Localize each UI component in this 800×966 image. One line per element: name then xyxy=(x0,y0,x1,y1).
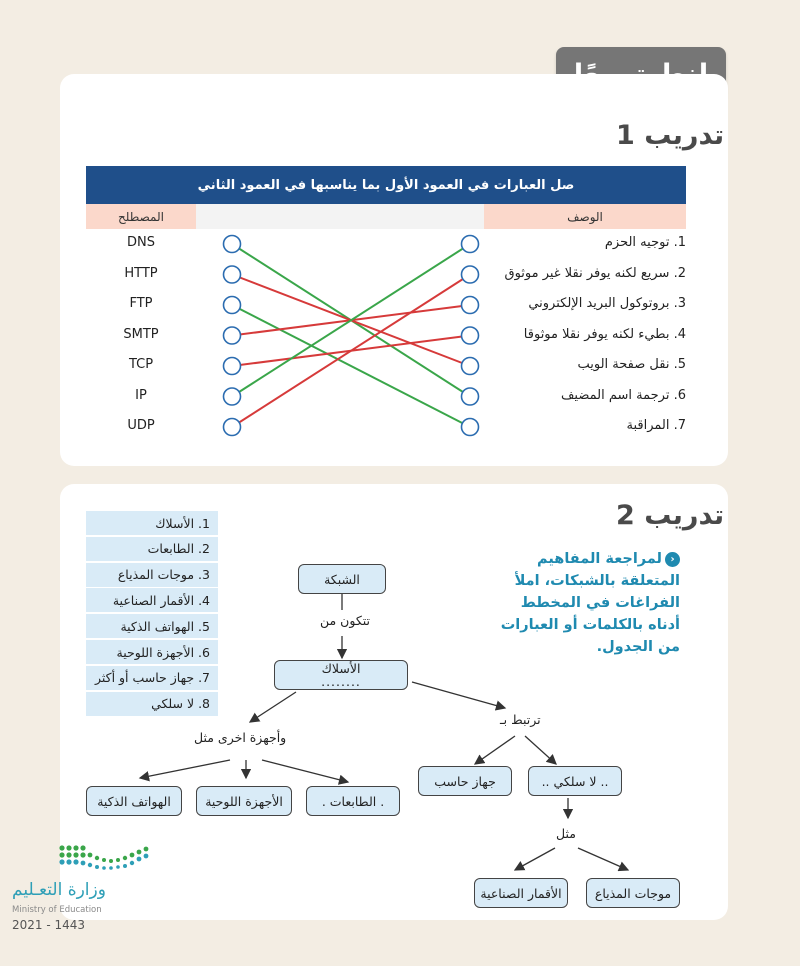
label-example: مثل xyxy=(556,826,576,841)
node-radio-waves: موجات المذياع xyxy=(586,878,680,908)
ministry-logo-icon xyxy=(56,842,156,876)
arrow-to-other-devices xyxy=(250,692,296,722)
description-7: 7. المراقبة xyxy=(626,418,686,433)
description-column-header: الوصف xyxy=(484,204,686,229)
wires-blank: ........ xyxy=(321,674,361,689)
term-http: HTTP xyxy=(124,265,158,281)
arrow-to-computer xyxy=(475,736,515,764)
arrow-to-connected-by xyxy=(412,682,505,708)
node-smartphones: الهواتف الذكية xyxy=(86,786,182,816)
term-udp: UDP xyxy=(127,418,155,433)
node-network: الشبكة xyxy=(298,564,386,594)
description-6: 6. ترجمة اسم المضيف xyxy=(560,387,686,403)
arrow-to-printers xyxy=(262,760,348,782)
node-computer: جهاز حاسب xyxy=(418,766,512,796)
arrow-to-satellites xyxy=(515,848,555,870)
term-smtp: SMTP xyxy=(123,326,159,342)
label-connected-by: ترتبط بـ xyxy=(500,712,541,727)
ministry-name-arabic: وزارة التعـليم xyxy=(12,880,106,900)
chevron-left-icon: ‹ xyxy=(665,552,680,567)
node-wireless: .. لا سلكي .. xyxy=(528,766,622,796)
description-1: 1. توجيه الحزم xyxy=(604,235,686,250)
node-tablets: الأجهزة اللوحية xyxy=(196,786,292,816)
exercise-1-banner: صل العبارات في العمود الأول بما يناسبها في العمود الثاني xyxy=(86,166,686,204)
arrow-to-smartphones xyxy=(140,760,230,778)
label-other-devices: وأجهزة اخرى مثل xyxy=(194,730,287,745)
node-wires xyxy=(274,660,408,690)
word-list-item: 6. الأجهزة اللوحية xyxy=(86,640,218,664)
word-list-item: 7. جهاز حاسب أو أكثر xyxy=(86,666,218,690)
edition-year: 2021 - 1443 xyxy=(12,918,86,932)
term-ftp: FTP xyxy=(129,296,153,311)
node-satellites: الأقمار الصناعية xyxy=(474,878,568,908)
description-4: 4. بطيء لكنه يوفر نقلا موثوقا xyxy=(523,326,686,342)
word-list-item: 2. الطابعات xyxy=(86,537,218,561)
instruction-text: لمراجعة المفاهيم المتعلقة بالشبكات، املأ الفراغات في المخطط أدناه بالكلمات أو العبارات من الجدول. xyxy=(500,551,680,655)
exercise-2-title: تدريب 2 xyxy=(616,500,725,531)
node-printers: . الطابعات . xyxy=(306,786,400,816)
term-dns: DNS xyxy=(127,235,155,250)
word-list-item: 8. لا سلكي xyxy=(86,692,218,716)
description-5: 5. نقل صفحة الويب xyxy=(577,357,686,372)
word-list-item: 4. الأقمار الصناعية xyxy=(86,588,218,612)
description-3: 3. بروتوكول البريد الإلكتروني xyxy=(528,296,686,311)
arrow-to-radio-waves xyxy=(578,848,628,870)
ministry-name-english: Ministry of Education xyxy=(12,905,102,915)
word-list-item: 3. موجات المذياع xyxy=(86,563,218,587)
label-consists-of: تتكون من xyxy=(320,613,370,628)
term-column-header: المصطلح xyxy=(86,204,196,229)
word-list-item: 5. الهواتف الذكية xyxy=(86,614,218,638)
term-ip: IP xyxy=(135,387,147,403)
term-tcp: TCP xyxy=(128,357,154,372)
word-list-item: 1. الأسلاك xyxy=(86,511,218,535)
description-2: 2. سريع لكنه يوفر نقلا غير موثوق xyxy=(504,265,686,281)
arrow-to-wireless xyxy=(525,736,556,764)
wires-text: الأسلاك xyxy=(321,661,361,676)
exercise-1-title: تدريب 1 xyxy=(616,120,725,151)
